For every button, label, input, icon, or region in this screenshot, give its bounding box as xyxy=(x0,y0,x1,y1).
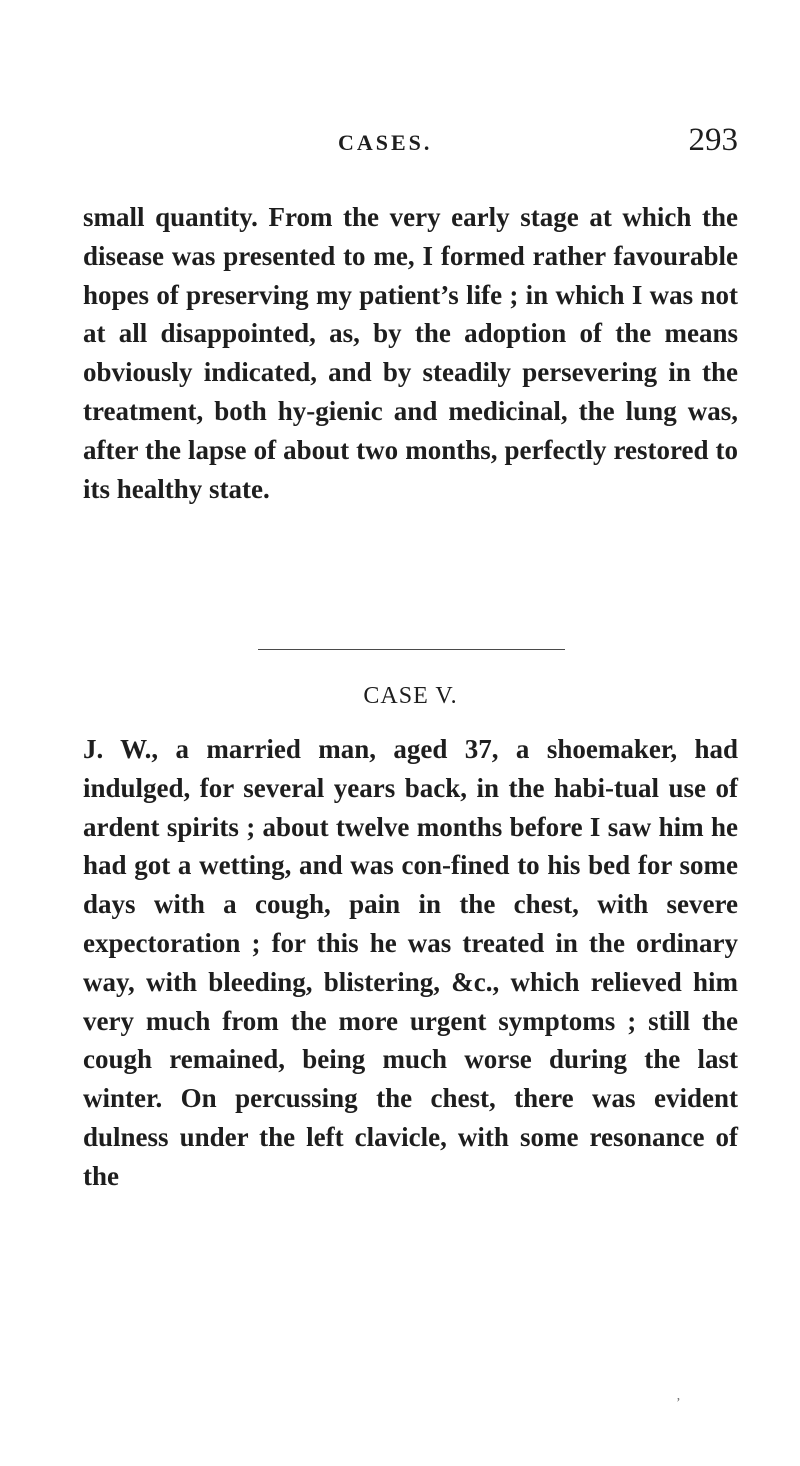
running-title: CASES. xyxy=(338,130,433,155)
page-number: 293 xyxy=(688,122,738,158)
paragraph-case-five: J. W., a married man, aged 37, a shoemaker, had indulged, for several years back, in the habi-tual use of ardent spirits ; about twelve months before I saw him he had got a wetting, and was con-fined to his bed for some days with a cough, pain in the chest, with severe expectoration ; for this he was treated in the ordinary way, with bleeding, blistering, &c., which relieved him very much from the more urgent symptoms ; still the cough remained, being much worse during the last winter. On percussing the chest, there was evident dulness under the left clavicle, with some resonance of the xyxy=(83,734,738,1191)
print-speck-mark: ʼ xyxy=(676,1396,681,1411)
paragraph-continuation: small quantity. From the very early stage at which the disease was presented to me, I formed rather favourable hopes of preserving my patient’s life ; in which I was not at all disappointed, as, by the adoption of the means obviously indicated, and by steadily persevering in the treatment, both hy-gienic and medicinal, the lung was, after the lapse of about two months, perfectly restored to its healthy state. xyxy=(83,202,738,504)
running-head xyxy=(83,122,738,166)
section-heading: CASE V. xyxy=(363,683,458,709)
section-divider-rule xyxy=(258,649,565,650)
